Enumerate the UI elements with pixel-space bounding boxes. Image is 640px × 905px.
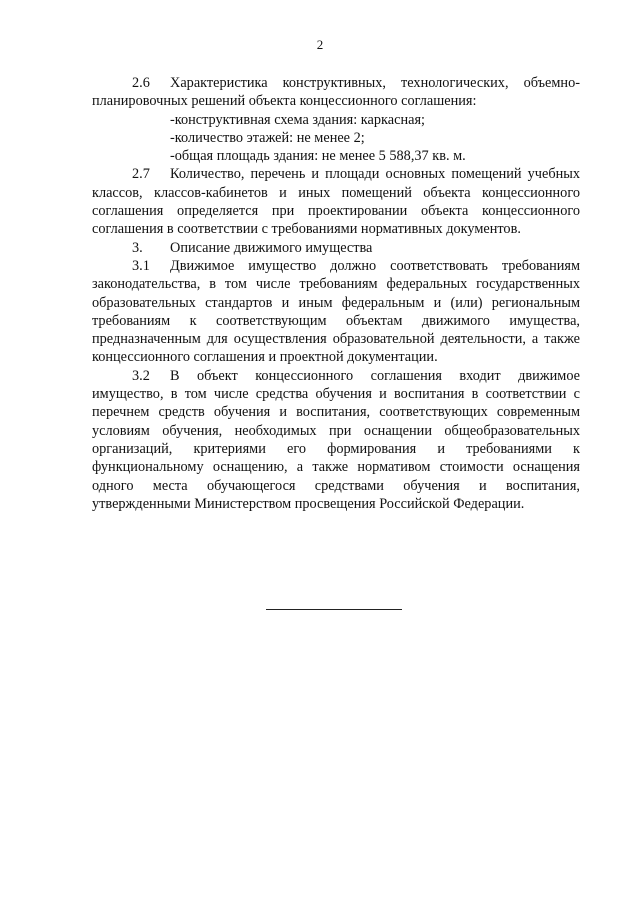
list-item: -общая площадь здания: не менее 5 588,37 кв. м. (170, 148, 466, 165)
section-text: Характеристика конструктивных, технологических, объемно-планировочных решений объекта концессионного соглашения: (92, 75, 580, 110)
section-text: Количество, перечень и площади основных помещений учебных классов, классов-кабинетов и иных помещений объекта концессионного соглашения определяется при проектировании объекта концессионного соглашения в соответствии с требованиями нормативных документов. (92, 166, 580, 238)
section-2-7 (92, 165, 580, 238)
section-number: 2.6 (132, 75, 150, 91)
section-text: Описание движимого имущества (170, 239, 373, 256)
section-number: 3.2 (132, 367, 150, 384)
section-3-2 (92, 367, 580, 513)
list-item: -количество этажей: не менее 2; (170, 129, 365, 146)
section-3-1 (92, 257, 580, 367)
section-2-6 (92, 74, 580, 111)
end-separator-line (266, 609, 402, 610)
section-number: 3.1 (132, 257, 150, 274)
section-3-heading (92, 239, 580, 257)
page-number: 2 (316, 37, 324, 52)
section-text: В объект концессионного соглашения входит движимое имущество, в том числе средства обучения и воспитания в соответствии с перечнем средств обучения и воспитания, соответствующих современным условиям обучения, необходимых при оснащении общеобразовательных организаций, критериями его формирования и требованиями к функциональному оснащению, а также нормативом стоимости оснащения одного места обучающегося средствами обучения и воспитания, утвержденными Министерством просвещения Российской Федерации. (92, 367, 580, 512)
section-text: Движимое имущество должно соответствовать требованиям законодательства, в том числе требованиям федеральных государственных образовательных стандартов и иным федеральным и (или) региональным требованиям к соответствующим объектам движимого имущества, предназначенным для осуществления образовательной деятельности, а также концессионного соглашения и проектной документации. (92, 257, 580, 366)
section-number: 3. (132, 239, 143, 256)
document-body (92, 74, 580, 513)
list-item: -конструктивная схема здания: каркасная; (170, 111, 425, 128)
section-number: 2.7 (132, 166, 150, 183)
